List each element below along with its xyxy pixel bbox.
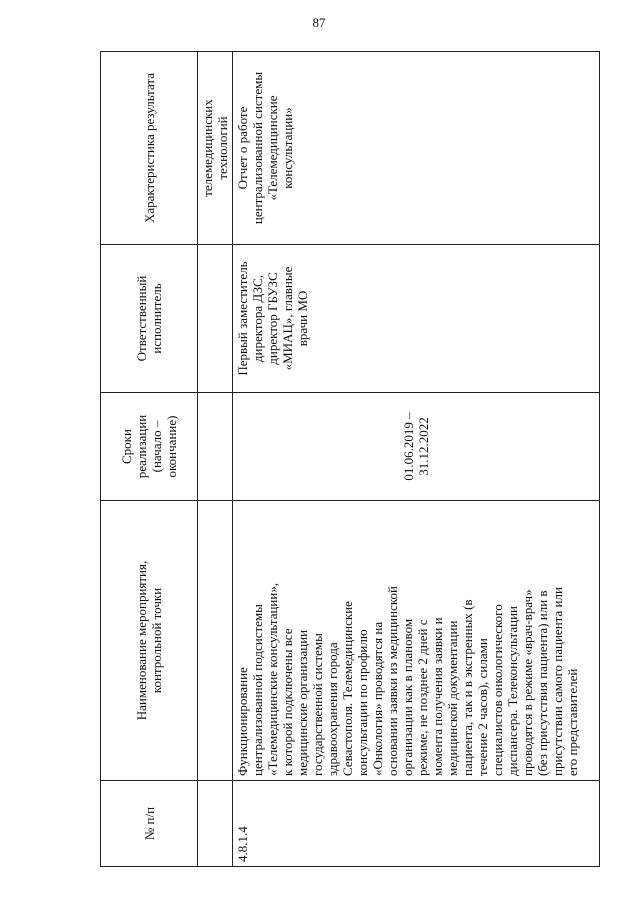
table-header-row bbox=[101, 52, 198, 867]
events-table bbox=[100, 51, 600, 867]
table-row bbox=[198, 52, 233, 867]
cont-result: телемедицинских технологий bbox=[198, 52, 233, 245]
header-dates: Сроки реализации (начало – окончание) bbox=[101, 393, 198, 501]
cont-name bbox=[198, 501, 233, 781]
row-responsible: Первый заместитель директора ДЗС, директор ГБУЗС «МИАЦ», главные врачи МО bbox=[233, 245, 600, 393]
row-dates: 01.06.2019 – 31.12.2022 bbox=[233, 393, 600, 501]
row-name: Функционирование централизованной подсистемы «Телемедицинские консультации», к которой подключены все медицинские организации государственной системы здравоохранения города Севастополя. Телемедицинские консультации по профилю «Онкология» проводятся на основании заявки из медицинской организации как в плановом режиме, не позднее 2 дней с момента получения заявки и медицинской документации пациента, так и в экстренных (в течение 2 часов), силами специалистов онкологического диспансера. Телеконсультации проводятся в режиме «врач-врач» (без присутствия пациента) или в присутствии самого пациента или его представителей bbox=[233, 501, 600, 781]
cont-num bbox=[198, 781, 233, 867]
table-row bbox=[233, 52, 600, 867]
header-result: Характеристика результата bbox=[101, 52, 198, 245]
header-responsible: Ответственный исполнитель bbox=[101, 245, 198, 393]
cont-responsible bbox=[198, 245, 233, 393]
page-number: 87 bbox=[312, 15, 326, 30]
header-num: № п/п bbox=[101, 781, 198, 867]
row-result: Отчет о работе централизованной системы «Телемедицинские консультации» bbox=[233, 52, 600, 245]
cont-dates bbox=[198, 393, 233, 501]
header-name: Наименование мероприятия, контрольной точки bbox=[101, 501, 198, 781]
rotated-table-container bbox=[100, 52, 592, 867]
row-num: 4.8.1.4 bbox=[233, 781, 600, 867]
